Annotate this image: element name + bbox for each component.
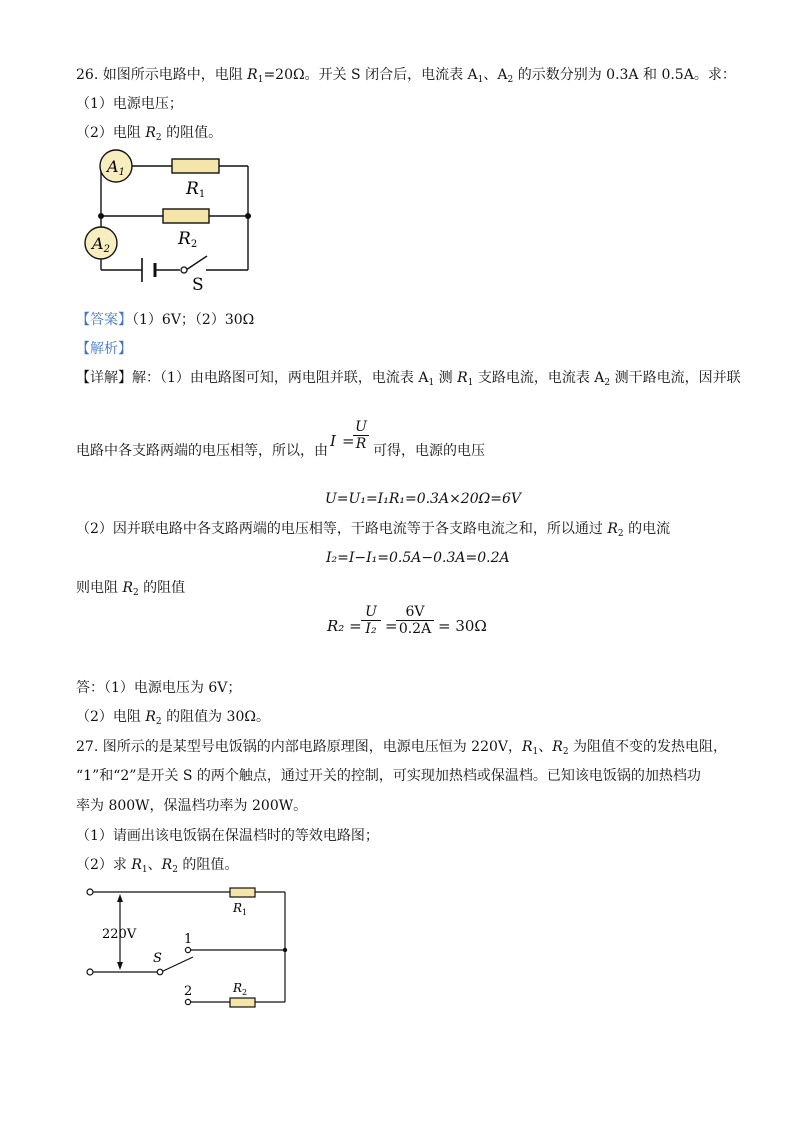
answer-row — [76, 311, 254, 329]
q27-stem-2 — [76, 767, 701, 785]
contact-1-label: 1 — [184, 932, 193, 947]
a2-subscript: 2 — [507, 75, 514, 85]
conclusion-text-2: （2）电阻 — [76, 709, 146, 725]
detail-text-1d: 测干路电流，因并联 — [610, 370, 741, 386]
r2-subscript-2: 2 — [617, 529, 624, 539]
resistor-r2-icon-27 — [230, 998, 255, 1007]
q27-text-1: 27. 图所示的是某型号电饭锅的内部电路原理图，电源电压恒为 220V， — [76, 739, 522, 755]
battery-icon — [142, 258, 155, 282]
detail-text-4b: 的阻值 — [138, 580, 186, 596]
q26-stem-text: 26. 如图所示电路中，电阻 — [76, 67, 248, 83]
r2-subscript-4: 2 — [155, 717, 162, 727]
r1-symbol-q27: R — [522, 739, 533, 755]
r2-symbol-q27b: R — [161, 857, 173, 873]
r1-subscript: 1 — [257, 75, 264, 85]
q26-sub2-text: （2）电阻 — [76, 125, 146, 141]
detail-row-3 — [76, 520, 670, 538]
conclusion-row-2 — [76, 708, 270, 726]
r2-symbol-q27: R — [552, 739, 563, 755]
contact-2-icon — [185, 999, 190, 1004]
r2-symbol-4: R — [145, 709, 156, 725]
detail-text-3b: 的电流 — [623, 521, 671, 537]
detail-text-2b: 可得，电源的电压 — [373, 443, 485, 459]
q27-sub2 — [76, 856, 238, 874]
r1-subscript-q27b: 1 — [141, 865, 148, 875]
q27-text-3: 率为 800W，保温档功率为 200W。 — [76, 798, 308, 814]
r2-label-27: $R_2$ — [233, 981, 248, 997]
r1-symbol-2: R — [457, 370, 468, 386]
eq3-fraction-2 — [396, 604, 434, 637]
detail-text-1: 解：（1）由电路图可知，两电阻并联，电流表 A — [132, 370, 429, 386]
q26-stem — [76, 66, 736, 84]
r2-symbol-2: R — [607, 521, 618, 537]
ammeter-a2-label: A2 — [92, 234, 110, 255]
r1-symbol-q27b: R — [131, 857, 142, 873]
r1-subscript-q27: 1 — [532, 747, 539, 757]
q27-sub2-text-c: 的阻值。 — [177, 857, 239, 873]
a1-subscript: 1 — [477, 75, 484, 85]
r2-subscript-q27b: 2 — [172, 865, 178, 875]
q26-sub2 — [76, 124, 222, 142]
ohm-fraction — [353, 419, 369, 452]
q26-stem-text-4: 的示数分别为 0.3A 和 0.5A。求： — [513, 67, 736, 83]
q27-stem-3 — [76, 797, 307, 815]
eq3-numerator-2: 6V — [396, 604, 434, 621]
detail-text-4: 则电阻 — [76, 580, 123, 596]
resistor-r1-icon-27 — [230, 888, 255, 897]
junction-left-icon — [98, 213, 104, 219]
conclusion-row-1 — [76, 679, 241, 697]
terminal-top-icon — [87, 889, 93, 895]
eq3-mid: = — [385, 617, 398, 635]
circuit-diagram-26 — [76, 148, 266, 292]
detail-row-4 — [76, 579, 185, 597]
q26-stem-text-3: 、A — [483, 67, 508, 83]
detail-text-3: （2）因并联电路中各支路两端的电压相等，干路电流等于各支路电流之和，所以通过 — [76, 521, 608, 537]
ohm-eq: = — [342, 432, 355, 450]
junction-right-icon — [245, 213, 251, 219]
q27-sub2-text: （2）求 — [76, 857, 132, 873]
conclusion-text-1: 答：（1）电源电压为 6V； — [76, 680, 242, 696]
r1-label-27: $R_1$ — [233, 901, 248, 917]
detail-row-2b — [373, 442, 485, 460]
analysis-tag: 【解析】 — [76, 341, 132, 357]
q26-sub1-text: （1）电源电压； — [76, 96, 183, 112]
eq3-rhs: = 30Ω — [438, 617, 487, 635]
equation-1: U=U₁=I₁R₁=0.3A×20Ω=6V — [325, 491, 521, 507]
a1-subscript-2: 1 — [428, 378, 435, 388]
q26-sub2-text-2: 的阻值。 — [161, 125, 223, 141]
answer-text: （1）6V；（2）30Ω — [132, 312, 255, 328]
answer-tag: 【答案】 — [76, 312, 132, 328]
q26-stem-text-2: =20Ω。开关 S 闭合后，电流表 A — [263, 67, 478, 83]
r1-symbol: R — [247, 67, 258, 83]
contact-1-icon — [185, 947, 190, 952]
switch-pivot-icon — [157, 969, 163, 975]
resistor-r1-label: R1 — [186, 179, 206, 200]
q27-sub1-text: （1）请画出该电饭锅在保温档时的等效电路图； — [76, 828, 379, 844]
terminal-bottom-icon — [87, 969, 93, 975]
detail-text-1c: 支路电流，电流表 A — [473, 370, 605, 386]
contact-2-label: 2 — [184, 984, 193, 999]
r2-subscript: 2 — [155, 133, 162, 143]
detail-row-2 — [76, 442, 328, 460]
a2-subscript-2: 2 — [604, 378, 611, 388]
ohm-numerator: U — [353, 419, 369, 436]
detail-tag: 【详解】 — [76, 370, 132, 386]
resistor-r2-icon — [163, 209, 209, 223]
switch-label-27: S — [153, 951, 162, 966]
eq3-lhs: R₂ = — [327, 617, 362, 635]
eq3-fraction-1 — [361, 604, 381, 637]
q27-sub1 — [76, 827, 379, 845]
circuit-diagram-27 — [80, 880, 300, 1010]
r2-subscript-q27: 2 — [562, 747, 569, 757]
r1-subscript-2: 1 — [467, 378, 474, 388]
ohm-denominator: R — [355, 436, 367, 452]
eq3-denominator-2: 0.2A — [398, 621, 432, 637]
q27-sub2-text-b: 、 — [147, 857, 162, 873]
eq3-numerator-1: U — [361, 604, 381, 621]
ammeter-a1-label: A1 — [107, 157, 125, 178]
voltage-label: 220V — [102, 927, 137, 942]
q27-text-2: “1”和“2”是开关 S 的两个触点，通过开关的控制，可实现加热档或保温档。已知该电饭锅的加热档功 — [76, 768, 701, 784]
conclusion-text-2b: 的阻值为 30Ω。 — [161, 709, 270, 725]
q27-text-1b: 、 — [538, 739, 553, 755]
analysis-row — [76, 340, 132, 358]
detail-text-1b: 测 — [434, 370, 458, 386]
ohm-I: I — [330, 432, 336, 450]
resistor-r2-label: R2 — [178, 229, 198, 250]
resistor-r1-icon — [172, 159, 219, 173]
switch-s-icon — [181, 267, 187, 273]
r2-symbol: R — [145, 125, 156, 141]
switch-s-label: S — [192, 275, 204, 292]
q26-sub1 — [76, 95, 183, 113]
eq3-denominator-1: I₂ — [365, 621, 377, 637]
r2-symbol-3: R — [122, 580, 133, 596]
equation-2: I₂=I−I₁=0.5A−0.3A=0.2A — [326, 550, 510, 566]
r2-subscript-3: 2 — [133, 588, 139, 598]
detail-row-1 — [76, 369, 741, 387]
detail-text-2: 电路中各支路两端的电压相等，所以，由 — [76, 443, 328, 459]
q27-stem-1 — [76, 738, 727, 756]
q27-text-1c: 为阻值不变的发热电阻， — [568, 739, 728, 755]
junction-icon — [283, 948, 287, 952]
